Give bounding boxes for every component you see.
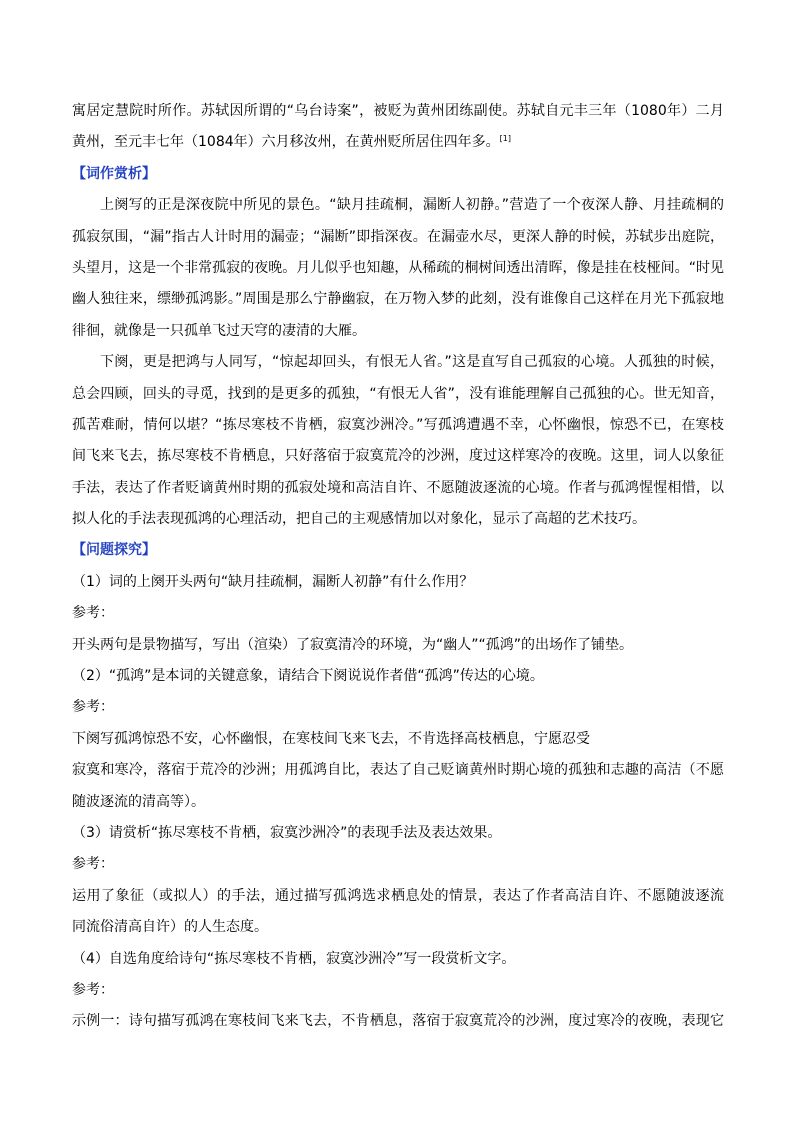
reference-label: 参考： (72, 605, 114, 622)
appreciation-p2-line: 总会四顾，回头的寻觅，找到的是更多的孤独，“有恨无人省”，没有谁能理解自己孤独的心。世无知音， (72, 385, 724, 402)
answer-2-line: 寂寞和寒冷，落宿于荒冷的沙洲；用孤鸿自比，表达了自己贬谪黄州时期心境的孤独和志趣的高洁（不愿 (72, 762, 724, 779)
intro-text: 黄州，至元丰七年（1084年）六月移汝州，在黄州贬所居住四年多。 (72, 134, 500, 151)
answer-2-line: 下阕写孤鸿惊恐不安，心怀幽恨，在寒枝间飞来飞去，不肯选择高枝栖息，宁愿忍受 (72, 730, 590, 747)
reference-label: 参考： (72, 699, 114, 716)
inquiry-heading: 【问题探究】 (72, 542, 156, 559)
question-3: （3）请赏析“拣尽寒枝不肯栖，寂寞沙洲冷”的表现手法及表达效果。 (72, 824, 502, 841)
intro-line-with-footnote (72, 127, 724, 158)
footnote-marker[interactable]: [1] (499, 134, 511, 144)
document-page (72, 96, 724, 1038)
answer-1-line: 开头两句是景物描写，写出（渲染）了寂寞清冷的环境，为“幽人”“孤鸿”的出场作了铺垫。 (72, 636, 634, 653)
question-2: （2）“孤鸿”是本词的关键意象，请结合下阕说说作者借“孤鸿”传达的心境。 (72, 668, 544, 685)
appreciation-p2-line: 下阕，更是把鸿与人同写，“惊起却回头，有恨无人省。”这是直写自己孤寂的心境。人孤独的时候， (100, 354, 724, 371)
answer-3-line: 运用了象征（或拟人）的手法，通过描写孤鸿选求栖息处的情景，表达了作者高洁自许、不愿随波逐流 (72, 887, 724, 904)
answer-4-line: 示例一：诗句描写孤鸿在寒枝间飞来飞去，不肯栖息，落宿于寂寞荒冷的沙洲，度过寒冷的夜晚，表现它 (72, 1013, 724, 1030)
reference-label: 参考： (72, 856, 114, 873)
question-1: （1）词的上阕开头两句“缺月挂疏桐，漏断人初静”有什么作用？ (72, 573, 474, 590)
appreciation-p2-line: 手法，表达了作者贬谪黄州时期的孤寂处境和高洁自许、不愿随波逐流的心境。作者与孤鸿惺惺相惜，以 (72, 479, 724, 496)
appreciation-p1-line: 徘徊，就像是一只孤单飞过天穹的凄清的大雁。 (72, 322, 366, 339)
appreciation-p1-line: 上阕写的正是深夜院中所见的景色。“缺月挂疏桐，漏断人初静。”营造了一个夜深人静、月挂疏桐的 (100, 197, 724, 214)
appreciation-p1-line: 幽人独往来，缥缈孤鸿影。”周围是那么宁静幽寂，在万物入梦的此刻，没有谁像自己这样在月光下孤寂地 (72, 291, 724, 308)
answer-2-line: 随波逐流的清高等）。 (72, 793, 205, 810)
appreciation-p1-line: 头望月，这是一个非常孤寂的夜晚。月儿似乎也知趣，从稀疏的桐树间透出清晖，像是挂在枝桠间。“时见 (72, 259, 724, 276)
appreciation-heading: 【词作赏析】 (72, 165, 156, 182)
appreciation-p1-line: 孤寂氛围，“漏”指古人计时用的漏壶；“漏断”即指深夜。在漏壶水尽，更深人静的时候，苏轼步出庭院， (72, 228, 724, 245)
appreciation-p2-line: 孤苦难耐，情何以堪？“拣尽寒枝不肯栖，寂寞沙洲冷。”写孤鸿遭遇不幸，心怀幽恨，惊恐不已，在寒枝 (72, 416, 724, 433)
appreciation-p2-line: 间飞来飞去，拣尽寒枝不肯栖息，只好落宿于寂寞荒冷的沙洲，度过这样寒冷的夜晚。这里，词人以象征 (72, 448, 724, 465)
reference-label: 参考： (72, 981, 114, 998)
answer-3-line: 同流俗清高自许）的人生态度。 (72, 919, 268, 936)
appreciation-p2-line: 拟人化的手法表现孤鸿的心理活动，把自己的主观感情加以对象化，显示了高超的艺术技巧。 (72, 511, 646, 528)
intro-line: 寓居定慧院时所作。苏轼因所谓的“乌台诗案”，被贬为黄州团练副使。苏轼自元丰三年（1080年）二月 (72, 103, 724, 119)
question-4: （4）自选角度给诗句“拣尽寒枝不肯栖，寂寞沙洲冷”写一段赏析文字。 (72, 950, 516, 967)
